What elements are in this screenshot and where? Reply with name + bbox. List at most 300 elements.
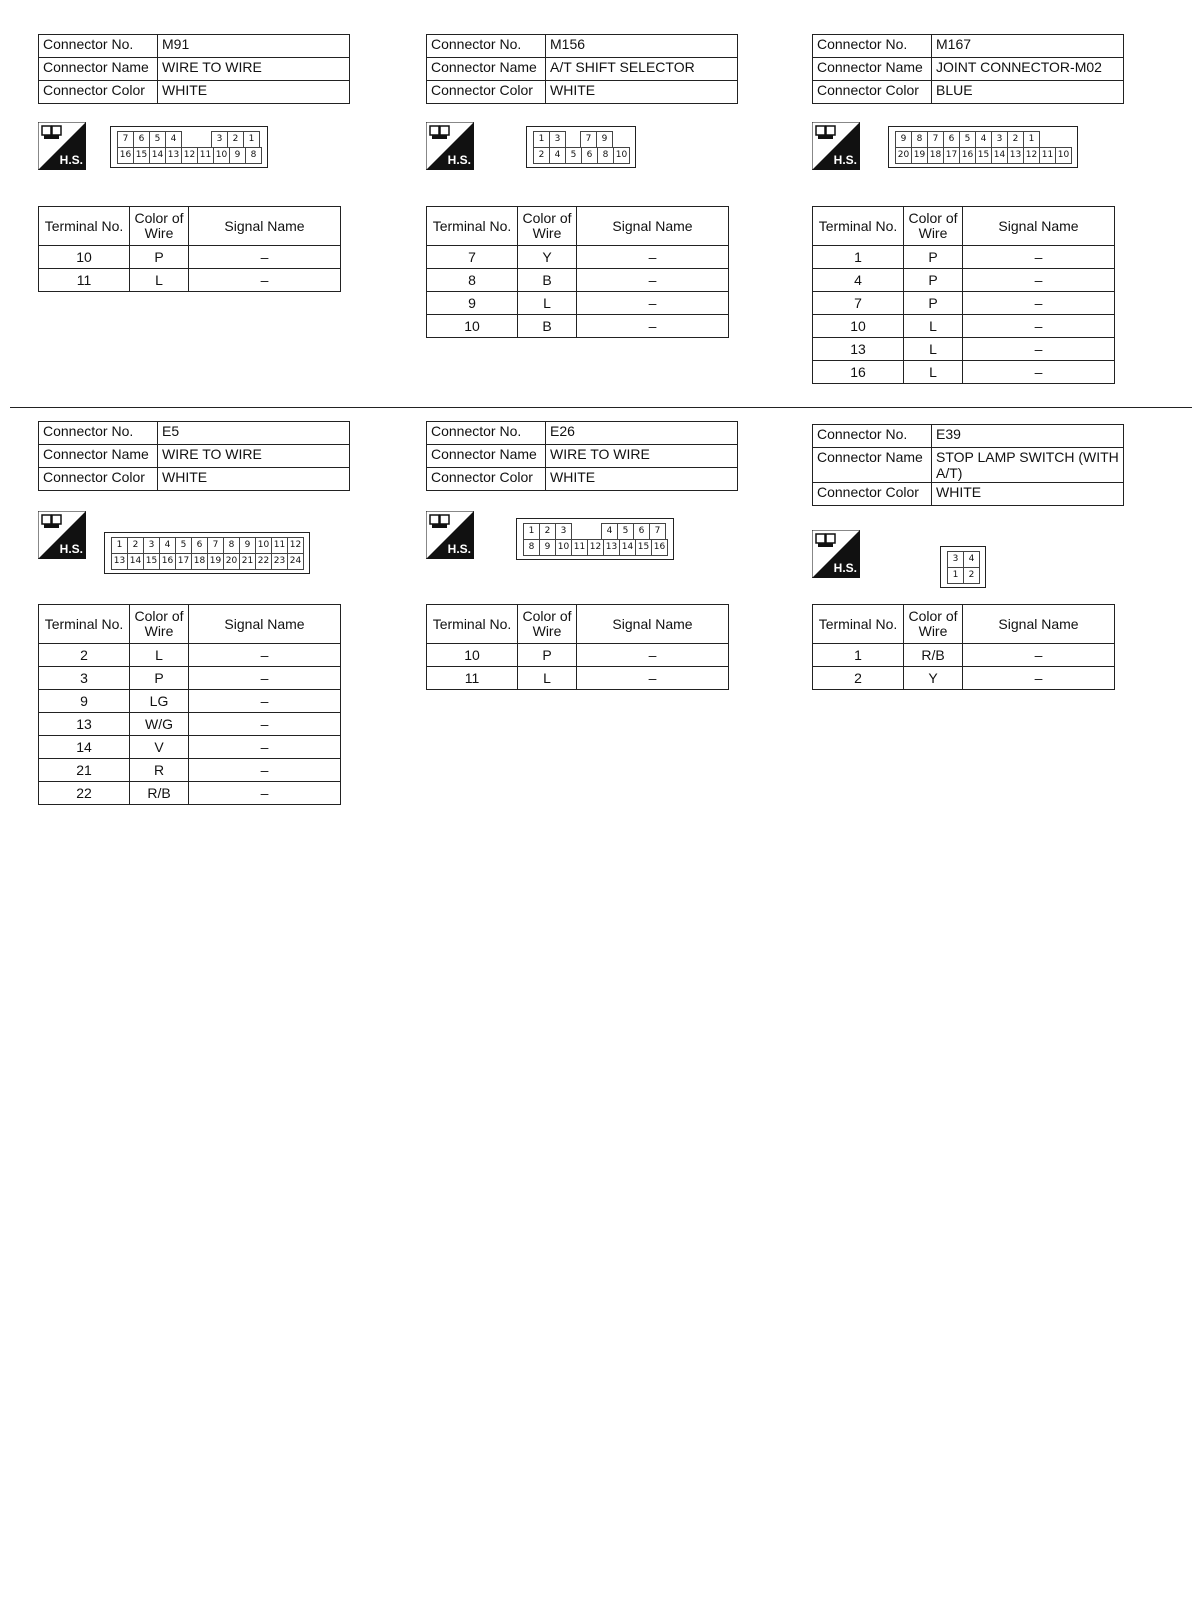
wire-color: B (518, 315, 577, 338)
table-row (39, 690, 341, 713)
connector-pin: 10 (213, 147, 230, 164)
connector-no-value: M156 (546, 35, 738, 58)
hs-label: H.S. (59, 153, 83, 167)
connector-color-value: WHITE (546, 468, 738, 491)
connector-pin: 9 (539, 539, 556, 556)
connector-name-row (39, 58, 350, 81)
terminal-table (38, 206, 341, 292)
connector-pin: 7 (117, 131, 134, 148)
wire-color: P (518, 644, 577, 667)
pin-row (533, 131, 629, 147)
wire-color: L (904, 338, 963, 361)
connector-pin: 19 (207, 553, 224, 570)
table-row (39, 246, 341, 269)
connector-pin: 2 (963, 567, 980, 584)
connector-info-table (812, 34, 1124, 104)
wire-color: Y (518, 246, 577, 269)
connector-pin: 12 (587, 539, 604, 556)
connector-no-label: Connector No. (39, 35, 158, 58)
connector-pin: 15 (975, 147, 992, 164)
pin-row (523, 523, 667, 539)
connector-pin: 3 (211, 131, 228, 148)
signal-name: – (963, 315, 1115, 338)
terminal-no: 7 (427, 246, 518, 269)
connector-name-row (813, 448, 1124, 483)
signal-name: – (963, 361, 1115, 384)
table-row (39, 736, 341, 759)
signal-name: – (189, 736, 341, 759)
connector-pin: 10 (1055, 147, 1072, 164)
terminal-no: 2 (813, 667, 904, 690)
terminal-no-header: Terminal No. (39, 207, 130, 246)
signal-name: – (963, 644, 1115, 667)
terminal-table-header (39, 605, 341, 644)
connector-color-label: Connector Color (813, 81, 932, 104)
signal-name: – (189, 782, 341, 805)
terminal-no: 10 (813, 315, 904, 338)
connector-pin: 16 (159, 553, 176, 570)
connector-pin: 5 (175, 537, 192, 554)
connector-pin: 2 (1007, 131, 1024, 148)
connector-no-label: Connector No. (39, 422, 158, 445)
wire-color-header: Color of Wire (904, 605, 963, 644)
connector-pin: 4 (549, 147, 566, 164)
connector-pin: 13 (111, 553, 128, 570)
connector-info-table (426, 421, 738, 491)
connector-block-e26 (426, 421, 738, 491)
connector-face-diagram (526, 126, 636, 168)
connector-pin: 3 (991, 131, 1008, 148)
connector-key (586, 523, 601, 538)
terminal-no: 13 (39, 713, 130, 736)
wire-color: P (130, 667, 189, 690)
connector-name-label: Connector Name (813, 58, 932, 81)
connector-color-value: WHITE (158, 468, 350, 491)
table-row (39, 667, 341, 690)
signal-name: – (963, 292, 1115, 315)
table-row (813, 361, 1115, 384)
wire-color: L (904, 361, 963, 384)
connector-pin: 14 (149, 147, 166, 164)
hs-label: H.S. (59, 542, 83, 556)
connector-pin: 2 (127, 537, 144, 554)
connector-no-row (813, 35, 1124, 58)
wire-color: B (518, 269, 577, 292)
terminal-table-header (39, 207, 341, 246)
connector-pin: 9 (229, 147, 246, 164)
connector-color-row (39, 81, 350, 104)
wire-color: W/G (130, 713, 189, 736)
connector-pin: 23 (271, 553, 288, 570)
connector-pin: 7 (927, 131, 944, 148)
connector-name-value: A/T SHIFT SELECTOR (546, 58, 738, 81)
terminal-table-header (427, 605, 729, 644)
connector-name-label: Connector Name (813, 448, 932, 483)
connector-pin: 4 (601, 523, 618, 540)
wire-color-header: Color of Wire (904, 207, 963, 246)
wire-color: P (130, 246, 189, 269)
connector-info-table (38, 34, 350, 104)
pin-row (947, 551, 979, 567)
connector-pin: 13 (603, 539, 620, 556)
connector-pin: 15 (133, 147, 150, 164)
connector-pin: 15 (635, 539, 652, 556)
terminal-no: 10 (39, 246, 130, 269)
connector-pin: 18 (927, 147, 944, 164)
connector-pin: 8 (597, 147, 614, 164)
connector-pin: 3 (947, 551, 964, 568)
connector-pin: 1 (111, 537, 128, 554)
connector-pin: 5 (149, 131, 166, 148)
hs-label: H.S. (833, 153, 857, 167)
connector-color-label: Connector Color (39, 468, 158, 491)
pin-row (111, 537, 303, 553)
connector-no-label: Connector No. (427, 35, 546, 58)
terminal-no: 13 (813, 338, 904, 361)
signal-name: – (963, 269, 1115, 292)
table-row (813, 315, 1115, 338)
hs-label: H.S. (833, 561, 857, 575)
connector-no-row (427, 35, 738, 58)
signal-name: – (189, 644, 341, 667)
connector-no-row (427, 422, 738, 445)
connector-pin: 11 (271, 537, 288, 554)
pin-row (533, 147, 629, 163)
table-row (39, 713, 341, 736)
connector-info-table (812, 424, 1124, 506)
connector-pin: 17 (943, 147, 960, 164)
connector-color-row (427, 468, 738, 491)
connector-pin: 5 (565, 147, 582, 164)
connector-no-value: E39 (932, 425, 1124, 448)
harness-side-icon (812, 122, 860, 170)
table-row (39, 782, 341, 805)
connector-pin: 2 (227, 131, 244, 148)
connector-pin: 14 (127, 553, 144, 570)
harness-side-icon (426, 511, 474, 559)
table-row (427, 246, 729, 269)
connector-color-value: WHITE (546, 81, 738, 104)
connector-pin: 3 (555, 523, 572, 540)
terminal-table-header (813, 207, 1115, 246)
table-row (813, 667, 1115, 690)
signal-name: – (963, 246, 1115, 269)
table-row (39, 644, 341, 667)
terminal-no: 11 (39, 269, 130, 292)
connector-pin: 12 (1023, 147, 1040, 164)
connector-color-row (813, 81, 1124, 104)
terminal-no: 16 (813, 361, 904, 384)
connector-pin: 3 (549, 131, 566, 148)
connector-no-row (813, 425, 1124, 448)
connector-pin: 1 (947, 567, 964, 584)
connector-color-value: BLUE (932, 81, 1124, 104)
signal-name: – (189, 667, 341, 690)
connector-name-row (427, 58, 738, 81)
connector-no-label: Connector No. (813, 35, 932, 58)
terminal-no: 9 (427, 292, 518, 315)
pin-row (895, 147, 1071, 163)
connector-key (565, 131, 580, 146)
connector-pin: 12 (287, 537, 304, 554)
connector-pin: 8 (911, 131, 928, 148)
connector-name-label: Connector Name (427, 58, 546, 81)
table-row (427, 667, 729, 690)
connector-pin: 24 (287, 553, 304, 570)
table-row (813, 644, 1115, 667)
wire-color: P (904, 292, 963, 315)
harness-side-icon (38, 511, 86, 559)
wire-color: L (904, 315, 963, 338)
terminal-no: 2 (39, 644, 130, 667)
terminal-no: 10 (427, 315, 518, 338)
connector-pin: 8 (245, 147, 262, 164)
connector-pin: 1 (243, 131, 260, 148)
connector-name-value: WIRE TO WIRE (158, 58, 350, 81)
terminal-no: 11 (427, 667, 518, 690)
connector-pin: 4 (975, 131, 992, 148)
connector-pin: 6 (581, 147, 598, 164)
connector-pin: 4 (159, 537, 176, 554)
connector-face-diagram (888, 126, 1078, 168)
signal-name: – (963, 667, 1115, 690)
connector-pin: 20 (895, 147, 912, 164)
connector-pin: 11 (197, 147, 214, 164)
wire-color: R (130, 759, 189, 782)
signal-name-header: Signal Name (189, 207, 341, 246)
connector-pin: 14 (619, 539, 636, 556)
connector-pin: 15 (143, 553, 160, 570)
signal-name-header: Signal Name (577, 605, 729, 644)
signal-name: – (577, 315, 729, 338)
wire-color-header: Color of Wire (130, 207, 189, 246)
wire-color-header: Color of Wire (130, 605, 189, 644)
connector-color-label: Connector Color (427, 81, 546, 104)
terminal-no: 14 (39, 736, 130, 759)
connector-name-label: Connector Name (39, 445, 158, 468)
wire-color: Y (904, 667, 963, 690)
terminal-no-header: Terminal No. (813, 207, 904, 246)
connector-pin: 2 (533, 147, 550, 164)
wire-color: L (518, 667, 577, 690)
signal-name: – (963, 338, 1115, 361)
connector-color-value: WHITE (158, 81, 350, 104)
connector-pin: 16 (117, 147, 134, 164)
connector-face-diagram (110, 126, 268, 168)
wire-color: LG (130, 690, 189, 713)
connector-name-value: JOINT CONNECTOR-M02 (932, 58, 1124, 81)
connector-pin: 7 (649, 523, 666, 540)
signal-name: – (189, 713, 341, 736)
pin-row (523, 539, 667, 555)
table-row (39, 269, 341, 292)
terminal-no-header: Terminal No. (39, 605, 130, 644)
harness-side-icon (812, 530, 860, 578)
connector-no-value: M167 (932, 35, 1124, 58)
connector-color-row (39, 468, 350, 491)
connector-color-label: Connector Color (427, 468, 546, 491)
terminal-no: 7 (813, 292, 904, 315)
connector-pin: 6 (191, 537, 208, 554)
connector-name-value: STOP LAMP SWITCH (WITH A/T) (932, 448, 1124, 483)
signal-name: – (577, 644, 729, 667)
connector-color-label: Connector Color (39, 81, 158, 104)
connector-color-row (813, 483, 1124, 506)
wire-color: L (518, 292, 577, 315)
connector-pin: 9 (895, 131, 912, 148)
connector-pin: 6 (133, 131, 150, 148)
pin-row (111, 553, 303, 569)
table-row (427, 644, 729, 667)
connector-name-label: Connector Name (427, 445, 546, 468)
connector-color-value: WHITE (932, 483, 1124, 506)
connector-no-row (39, 422, 350, 445)
terminal-no: 9 (39, 690, 130, 713)
wire-color-header: Color of Wire (518, 605, 577, 644)
wire-color: V (130, 736, 189, 759)
terminal-table-header (427, 207, 729, 246)
signal-name-header: Signal Name (963, 207, 1115, 246)
section-divider (10, 407, 1192, 408)
terminal-no: 1 (813, 644, 904, 667)
connector-name-row (427, 445, 738, 468)
connector-face-diagram (940, 546, 986, 588)
connector-pin: 17 (175, 553, 192, 570)
connector-pin: 6 (633, 523, 650, 540)
connector-pin: 7 (580, 131, 597, 148)
connector-pin: 11 (1039, 147, 1056, 164)
connector-pin: 7 (207, 537, 224, 554)
connector-pin: 1 (1023, 131, 1040, 148)
connector-pin: 18 (191, 553, 208, 570)
connector-face-diagram (516, 518, 674, 560)
connector-info-table (38, 421, 350, 491)
connector-pin: 1 (533, 131, 550, 148)
signal-name: – (189, 269, 341, 292)
terminal-no: 22 (39, 782, 130, 805)
terminal-no-header: Terminal No. (427, 605, 518, 644)
connector-pin: 16 (651, 539, 668, 556)
connector-pin: 14 (991, 147, 1008, 164)
signal-name-header: Signal Name (963, 605, 1115, 644)
connector-no-row (39, 35, 350, 58)
connector-pin: 2 (539, 523, 556, 540)
connector-no-value: E5 (158, 422, 350, 445)
connector-pin: 4 (165, 131, 182, 148)
signal-name: – (189, 759, 341, 782)
table-row (427, 292, 729, 315)
harness-side-icon (38, 122, 86, 170)
pin-row (895, 131, 1071, 147)
wire-color: P (904, 246, 963, 269)
connector-pin: 10 (255, 537, 272, 554)
connector-block-m91 (38, 34, 350, 104)
connector-block-m167 (812, 34, 1124, 104)
signal-name: – (189, 690, 341, 713)
wire-color: L (130, 644, 189, 667)
signal-name: – (577, 667, 729, 690)
connector-key (181, 131, 196, 146)
connector-name-row (39, 445, 350, 468)
signal-name: – (189, 246, 341, 269)
table-row (427, 269, 729, 292)
connector-pin: 5 (617, 523, 634, 540)
terminal-no: 8 (427, 269, 518, 292)
signal-name: – (577, 292, 729, 315)
signal-name: – (577, 246, 729, 269)
connector-face-diagram (104, 532, 310, 574)
table-row (427, 315, 729, 338)
wire-color-header: Color of Wire (518, 207, 577, 246)
connector-color-label: Connector Color (813, 483, 932, 506)
table-row (813, 338, 1115, 361)
connector-pin: 4 (963, 551, 980, 568)
table-row (813, 246, 1115, 269)
hs-label: H.S. (447, 542, 471, 556)
connector-key (196, 131, 211, 146)
terminal-table (426, 604, 729, 690)
pin-row (947, 567, 979, 583)
terminal-no: 10 (427, 644, 518, 667)
connector-no-value: M91 (158, 35, 350, 58)
terminal-table (812, 604, 1115, 690)
connector-no-value: E26 (546, 422, 738, 445)
connector-pin: 13 (165, 147, 182, 164)
connector-pin: 20 (223, 553, 240, 570)
connector-no-label: Connector No. (813, 425, 932, 448)
connector-pin: 8 (523, 539, 540, 556)
connector-color-row (427, 81, 738, 104)
connector-block-e39 (812, 424, 1124, 506)
terminal-no: 1 (813, 246, 904, 269)
connector-pin: 10 (613, 147, 630, 164)
hs-label: H.S. (447, 153, 471, 167)
wire-color: R/B (130, 782, 189, 805)
connector-pin: 5 (959, 131, 976, 148)
signal-name-header: Signal Name (189, 605, 341, 644)
terminal-no: 4 (813, 269, 904, 292)
connector-pin: 9 (596, 131, 613, 148)
table-row (813, 269, 1115, 292)
wire-color: P (904, 269, 963, 292)
connector-name-row (813, 58, 1124, 81)
connector-key (571, 523, 586, 538)
connector-pin: 19 (911, 147, 928, 164)
connector-name-value: WIRE TO WIRE (158, 445, 350, 468)
connector-name-value: WIRE TO WIRE (546, 445, 738, 468)
terminal-no: 3 (39, 667, 130, 690)
terminal-table (38, 604, 341, 805)
terminal-no-header: Terminal No. (427, 207, 518, 246)
connector-pin: 21 (239, 553, 256, 570)
connector-pin: 12 (181, 147, 198, 164)
connector-pin: 10 (555, 539, 572, 556)
signal-name-header: Signal Name (577, 207, 729, 246)
connector-block-e5 (38, 421, 350, 491)
terminal-table (812, 206, 1115, 384)
connector-name-label: Connector Name (39, 58, 158, 81)
connector-pin: 16 (959, 147, 976, 164)
terminal-no: 21 (39, 759, 130, 782)
terminal-table-header (813, 605, 1115, 644)
connector-pin: 6 (943, 131, 960, 148)
connector-pin: 13 (1007, 147, 1024, 164)
signal-name: – (577, 269, 729, 292)
wire-color: L (130, 269, 189, 292)
terminal-no-header: Terminal No. (813, 605, 904, 644)
connector-block-m156 (426, 34, 738, 104)
terminal-table (426, 206, 729, 338)
